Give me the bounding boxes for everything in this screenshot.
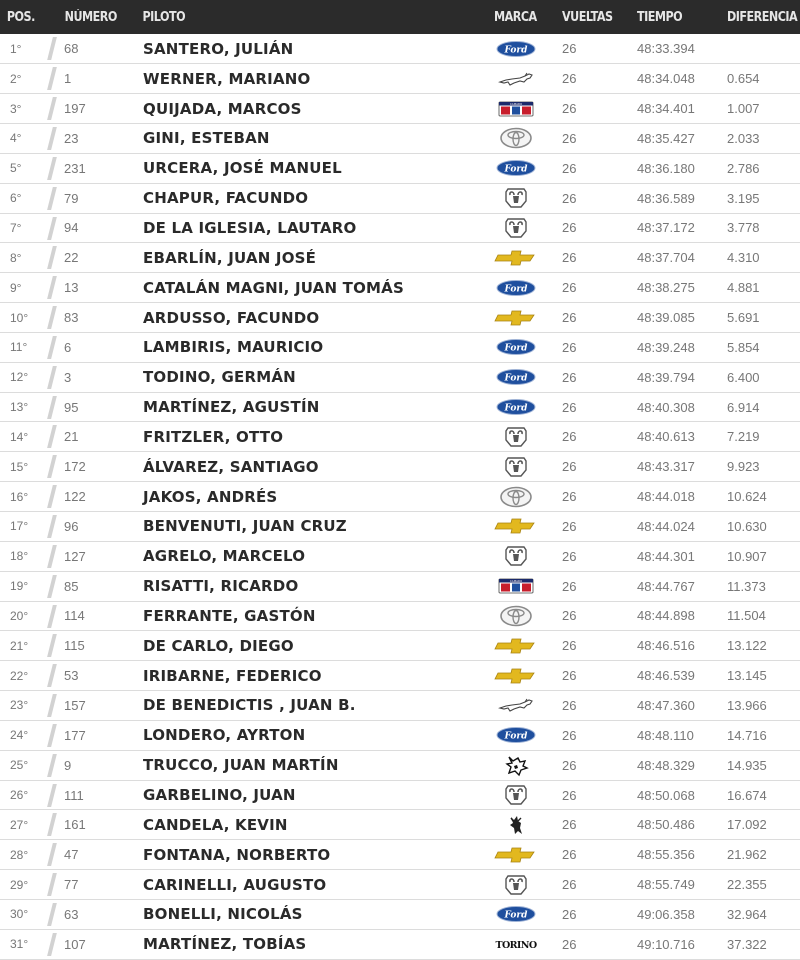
driver-name-cell: GARBELINO, JUAN (143, 786, 296, 805)
ford-logo (494, 396, 538, 418)
brand-cell (494, 452, 562, 482)
header-row (0, 0, 800, 34)
brand-cell (494, 273, 562, 303)
table-row[interactable] (0, 303, 800, 333)
table-row[interactable] (0, 720, 800, 750)
laps-cell: 26 (562, 41, 577, 57)
ram-logo (494, 874, 538, 896)
laps-cell: 26 (562, 489, 577, 505)
car-number-cell: 9 (64, 757, 72, 773)
torino-bull-logo (494, 814, 538, 836)
car-number-cell: 127 (64, 548, 86, 564)
brand-cell (494, 929, 562, 959)
table-row[interactable] (0, 452, 800, 482)
gap-cell: 4.881 (727, 280, 760, 296)
mustang-logo (494, 694, 538, 716)
table-row[interactable] (0, 691, 800, 721)
gap-cell: 5.691 (727, 310, 760, 326)
table-row[interactable] (0, 929, 800, 959)
torino-logo (494, 933, 538, 955)
car-number-cell: 53 (64, 668, 79, 684)
car-number-cell: 13 (64, 280, 79, 296)
position-cell: 30° (0, 899, 56, 929)
gap-cell: 11.504 (727, 608, 766, 624)
car-number-cell: 1 (64, 71, 72, 87)
position-cell: 16° (0, 482, 56, 512)
gap-cell (727, 34, 800, 64)
time-cell: 48:39.248 (637, 339, 695, 355)
table-row[interactable] (0, 34, 800, 64)
laps-cell: 26 (562, 369, 577, 385)
gap-cell: 5.854 (727, 339, 760, 355)
car-number-cell: 3 (64, 369, 72, 385)
camaro-logo (494, 98, 538, 120)
time-cell: 48:36.180 (637, 160, 695, 176)
position-cell: 8° (0, 243, 56, 273)
table-row[interactable] (0, 810, 800, 840)
gap-cell: 17.092 (727, 817, 767, 833)
laps-cell: 26 (562, 459, 577, 475)
gap-cell: 9.923 (727, 459, 760, 475)
gap-cell: 10.630 (727, 518, 767, 534)
time-cell: 48:43.317 (637, 459, 695, 475)
position-cell: 17° (0, 512, 56, 542)
car-number-cell: 77 (64, 877, 79, 893)
time-cell: 48:39.794 (637, 369, 695, 385)
table-row[interactable] (0, 750, 800, 780)
laps-cell: 26 (562, 250, 577, 266)
time-cell: 48:44.018 (637, 489, 695, 505)
svg-text:Ford: Ford (504, 373, 528, 384)
driver-name-cell: MARTÍNEZ, TOBÍAS (143, 935, 307, 954)
brand-cell (494, 392, 562, 422)
car-number-cell: 114 (64, 608, 85, 624)
hellcat-logo (494, 754, 538, 776)
position-cell: 25° (0, 750, 56, 780)
gap-cell: 4.310 (727, 250, 760, 266)
time-cell: 48:44.898 (637, 608, 695, 624)
ram-logo (494, 784, 538, 806)
brand-cell (494, 124, 562, 154)
driver-name-cell: TRUCCO, JUAN MARTÍN (143, 756, 339, 775)
car-number-cell: 95 (64, 399, 79, 415)
gap-cell: 32.964 (727, 906, 767, 922)
header-piloto[interactable]: PILOTO (142, 9, 186, 25)
driver-name-cell: RISATTI, RICARDO (143, 577, 299, 596)
laps-cell: 26 (562, 936, 577, 952)
gap-cell: 14.716 (727, 727, 767, 743)
laps-cell: 26 (562, 101, 577, 117)
table-row[interactable] (0, 840, 800, 870)
table-row[interactable] (0, 601, 800, 631)
time-cell: 48:38.275 (637, 280, 695, 296)
header-marca[interactable]: MARCA (494, 9, 537, 25)
brand-cell (494, 780, 562, 810)
gap-cell: 11.373 (727, 578, 766, 594)
laps-cell: 26 (562, 190, 577, 206)
time-cell: 48:40.308 (637, 399, 695, 415)
time-cell: 48:39.085 (637, 310, 695, 326)
brand-cell (494, 571, 562, 601)
time-cell: 48:34.401 (637, 101, 695, 117)
brand-cell (494, 34, 562, 64)
position-cell: 28° (0, 840, 56, 870)
table-row[interactable] (0, 899, 800, 929)
position-cell: 10° (0, 303, 56, 333)
table-row[interactable] (0, 362, 800, 392)
laps-cell: 26 (562, 130, 577, 146)
laps-cell: 26 (562, 310, 577, 326)
car-number-cell: 94 (64, 220, 79, 236)
table-row[interactable] (0, 422, 800, 452)
table-row[interactable] (0, 482, 800, 512)
table-row[interactable] (0, 183, 800, 213)
driver-name-cell: FONTANA, NORBERTO (143, 845, 331, 864)
brand-cell (494, 332, 562, 362)
laps-cell: 26 (562, 280, 577, 296)
car-number-cell: 96 (64, 518, 79, 534)
position-cell: 23° (0, 691, 56, 721)
car-number-cell: 6 (64, 339, 72, 355)
position-cell: 15° (0, 452, 56, 482)
table-row[interactable] (0, 631, 800, 661)
driver-name-cell: ARDUSSO, FACUNDO (143, 308, 320, 327)
position-cell: 29° (0, 870, 56, 900)
svg-text:Ford: Ford (504, 164, 528, 175)
gap-cell: 3.778 (727, 220, 760, 236)
driver-name-cell: AGRELO, MARCELO (143, 547, 306, 566)
brand-cell (494, 870, 562, 900)
laps-cell: 26 (562, 668, 577, 684)
svg-text:Ford: Ford (504, 343, 528, 354)
time-cell: 49:06.358 (637, 906, 695, 922)
gap-cell: 13.966 (727, 697, 767, 713)
brand-cell (494, 631, 562, 661)
driver-name-cell: CARINELLI, AUGUSTO (143, 875, 327, 894)
table-row[interactable] (0, 243, 800, 273)
gap-cell: 7.219 (727, 429, 760, 445)
position-cell: 2° (0, 64, 56, 94)
laps-cell: 26 (562, 399, 577, 415)
brand-cell (494, 243, 562, 273)
car-number-cell: 107 (64, 936, 86, 952)
brand-cell (494, 362, 562, 392)
car-number-cell: 197 (64, 101, 86, 117)
svg-text:Ford: Ford (504, 403, 528, 414)
brand-cell (494, 899, 562, 929)
position-cell: 31° (0, 929, 56, 959)
time-cell: 48:46.516 (637, 638, 695, 654)
header-numero[interactable]: NÚMERO (64, 9, 117, 25)
time-cell: 48:37.172 (637, 220, 695, 236)
driver-name-cell: URCERA, JOSÉ MANUEL (143, 159, 342, 178)
gap-cell: 1.007 (727, 101, 760, 117)
table-row[interactable] (0, 870, 800, 900)
table-row[interactable] (0, 124, 800, 154)
driver-name-cell: IRIBARNE, FEDERICO (143, 666, 322, 685)
table-row[interactable] (0, 661, 800, 691)
toyota-logo (494, 486, 538, 508)
svg-text:Ford: Ford (504, 45, 528, 56)
svg-text:Ford: Ford (504, 731, 528, 742)
time-cell: 48:40.613 (637, 429, 695, 445)
car-number-cell: 21 (64, 429, 79, 445)
gap-cell: 22.355 (727, 877, 767, 893)
table-row[interactable] (0, 64, 800, 94)
position-cell: 26° (0, 780, 56, 810)
laps-cell: 26 (562, 638, 577, 654)
table-row[interactable] (0, 780, 800, 810)
header-tiempo[interactable]: TIEMPO (637, 9, 683, 25)
brand-cell (494, 153, 562, 183)
laps-cell: 26 (562, 71, 577, 87)
brand-cell (494, 720, 562, 750)
laps-cell: 26 (562, 548, 577, 564)
time-cell: 48:46.539 (637, 668, 695, 684)
position-cell: 22° (0, 661, 56, 691)
brand-cell (494, 213, 562, 243)
driver-name-cell: BENVENUTI, JUAN CRUZ (143, 517, 347, 536)
time-cell: 48:35.427 (637, 130, 695, 146)
laps-cell: 26 (562, 339, 577, 355)
brand-cell (494, 183, 562, 213)
laps-cell: 26 (562, 757, 577, 773)
car-number-cell: 83 (64, 310, 79, 326)
gap-cell: 0.654 (727, 71, 760, 87)
laps-cell: 26 (562, 160, 577, 176)
position-cell: 24° (0, 720, 56, 750)
time-cell: 48:48.329 (637, 757, 695, 773)
laps-cell: 26 (562, 847, 577, 863)
header-vueltas[interactable]: VUELTAS (562, 9, 613, 25)
driver-name-cell: GINI, ESTEBAN (143, 129, 270, 148)
gap-cell: 13.145 (727, 668, 767, 684)
car-number-cell: 161 (64, 817, 86, 833)
table-row[interactable] (0, 512, 800, 542)
time-cell: 48:44.301 (637, 548, 695, 564)
camaro-logo (494, 575, 538, 597)
chevrolet-logo (494, 307, 538, 329)
time-cell: 48:50.068 (637, 787, 695, 803)
table-row[interactable] (0, 153, 800, 183)
svg-text:Ford: Ford (504, 910, 528, 921)
ram-logo (494, 456, 538, 478)
driver-name-cell: CANDELA, KEVIN (143, 815, 288, 834)
mustang-logo (494, 68, 538, 90)
driver-name-cell: JAKOS, ANDRÉS (143, 487, 278, 506)
laps-cell: 26 (562, 787, 577, 803)
brand-cell (494, 840, 562, 870)
header-diferencia[interactable]: DIFERENCIA (727, 9, 798, 25)
driver-name-cell: TODINO, GERMÁN (143, 368, 296, 387)
time-cell: 48:55.356 (637, 847, 695, 863)
ford-logo (494, 157, 538, 179)
time-cell: 48:36.589 (637, 190, 695, 206)
gap-cell: 37.322 (727, 936, 767, 952)
chevrolet-logo (494, 844, 538, 866)
car-number-cell: 111 (64, 787, 84, 803)
ford-logo (494, 366, 538, 388)
brand-cell (494, 482, 562, 512)
chevrolet-logo (494, 515, 538, 537)
svg-text:Ford: Ford (504, 284, 528, 295)
position-cell: 18° (0, 541, 56, 571)
table-row[interactable] (0, 332, 800, 362)
position-cell: 21° (0, 631, 56, 661)
header-pos[interactable]: POS. (6, 9, 35, 25)
table-row[interactable] (0, 571, 800, 601)
time-cell: 48:50.486 (637, 817, 695, 833)
ford-logo (494, 903, 538, 925)
position-cell: 13° (0, 392, 56, 422)
car-number-cell: 47 (64, 847, 79, 863)
laps-cell: 26 (562, 518, 577, 534)
brand-cell (494, 810, 562, 840)
driver-name-cell: SANTERO, JULIÁN (143, 39, 294, 58)
svg-text:CAMARO: CAMARO (509, 101, 523, 106)
position-cell: 5° (0, 153, 56, 183)
car-number-cell: 157 (64, 697, 86, 713)
brand-cell (494, 303, 562, 333)
driver-name-cell: MARTÍNEZ, AGUSTÍN (143, 398, 320, 417)
position-cell: 9° (0, 273, 56, 303)
driver-name-cell: DE BENEDICTIS , JUAN B. (143, 696, 356, 715)
gap-cell: 6.400 (727, 369, 760, 385)
ford-logo (494, 336, 538, 358)
time-cell: 48:37.704 (637, 250, 695, 266)
laps-cell: 26 (562, 727, 577, 743)
position-cell: 14° (0, 422, 56, 452)
chevrolet-logo (494, 665, 538, 687)
laps-cell: 26 (562, 578, 577, 594)
table-row[interactable] (0, 213, 800, 243)
position-cell: 12° (0, 362, 56, 392)
ram-logo (494, 187, 538, 209)
car-number-cell: 79 (64, 190, 79, 206)
car-number-cell: 22 (64, 250, 79, 266)
car-number-cell: 23 (64, 130, 79, 146)
driver-name-cell: DE CARLO, DIEGO (143, 636, 294, 655)
toyota-logo (494, 127, 538, 149)
brand-cell (494, 601, 562, 631)
ford-logo (494, 724, 538, 746)
car-number-cell: 68 (64, 41, 79, 57)
time-cell: 48:44.767 (637, 578, 695, 594)
laps-cell: 26 (562, 429, 577, 445)
ram-logo (494, 426, 538, 448)
table-row[interactable] (0, 273, 800, 303)
gap-cell: 16.674 (727, 787, 767, 803)
position-cell: 4° (0, 124, 56, 154)
driver-name-cell: EBARLÍN, JUAN JOSÉ (143, 248, 317, 267)
laps-cell: 26 (562, 817, 577, 833)
gap-cell: 2.786 (727, 160, 760, 176)
time-cell: 48:44.024 (637, 518, 695, 534)
laps-cell: 26 (562, 906, 577, 922)
driver-name-cell: ÁLVAREZ, SANTIAGO (143, 457, 319, 476)
position-cell: 19° (0, 571, 56, 601)
driver-name-cell: FRITZLER, OTTO (143, 427, 284, 446)
driver-name-cell: LAMBIRIS, MAURICIO (143, 338, 324, 357)
driver-name-cell: DE LA IGLESIA, LAUTARO (143, 218, 357, 237)
position-cell: 6° (0, 183, 56, 213)
car-number-cell: 122 (64, 489, 86, 505)
brand-cell (494, 512, 562, 542)
gap-cell: 6.914 (727, 399, 760, 415)
brand-cell (494, 750, 562, 780)
driver-name-cell: WERNER, MARIANO (143, 69, 311, 88)
time-cell: 48:34.048 (637, 71, 695, 87)
gap-cell: 13.122 (727, 638, 767, 654)
laps-cell: 26 (562, 220, 577, 236)
brand-cell (494, 94, 562, 124)
brand-cell (494, 64, 562, 94)
driver-name-cell: FERRANTE, GASTÓN (143, 606, 316, 625)
chevrolet-logo (494, 247, 538, 269)
driver-name-cell: QUIJADA, MARCOS (143, 99, 302, 118)
svg-text:TORINO: TORINO (495, 940, 537, 952)
brand-cell (494, 661, 562, 691)
table-row[interactable] (0, 392, 800, 422)
gap-cell: 21.962 (727, 847, 767, 863)
car-number-cell: 231 (64, 160, 86, 176)
position-cell: 7° (0, 213, 56, 243)
ford-logo (494, 38, 538, 60)
laps-cell: 26 (562, 608, 577, 624)
car-number-cell: 177 (64, 727, 86, 743)
time-cell: 48:55.749 (637, 877, 695, 893)
time-cell: 49:10.716 (637, 936, 695, 952)
position-cell: 20° (0, 601, 56, 631)
driver-name-cell: LONDERO, AYRTON (143, 726, 306, 745)
gap-cell: 2.033 (727, 130, 760, 146)
driver-name-cell: CHAPUR, FACUNDO (143, 189, 309, 208)
chevrolet-logo (494, 635, 538, 657)
time-cell: 48:47.360 (637, 697, 695, 713)
ram-logo (494, 545, 538, 567)
table-row[interactable] (0, 541, 800, 571)
laps-cell: 26 (562, 877, 577, 893)
ram-logo (494, 217, 538, 239)
position-cell: 11° (0, 332, 56, 362)
time-cell: 48:33.394 (637, 41, 695, 57)
driver-name-cell: CATALÁN MAGNI, JUAN TOMÁS (143, 278, 404, 297)
gap-cell: 10.624 (727, 489, 767, 505)
time-cell: 48:48.110 (637, 727, 694, 743)
gap-cell: 14.935 (727, 757, 767, 773)
toyota-logo (494, 605, 538, 627)
brand-cell (494, 422, 562, 452)
gap-cell: 3.195 (727, 190, 760, 206)
car-number-cell: 172 (64, 459, 86, 475)
table-row[interactable] (0, 94, 800, 124)
car-number-cell: 85 (64, 578, 79, 594)
car-number-cell: 115 (64, 638, 85, 654)
position-cell: 27° (0, 810, 56, 840)
position-cell: 1° (0, 34, 56, 64)
laps-cell: 26 (562, 697, 577, 713)
brand-cell (494, 691, 562, 721)
svg-text:CAMARO: CAMARO (509, 578, 523, 583)
car-number-cell: 63 (64, 906, 79, 922)
ford-logo (494, 277, 538, 299)
brand-cell (494, 541, 562, 571)
driver-name-cell: BONELLI, NICOLÁS (143, 905, 303, 924)
position-cell: 3° (0, 94, 56, 124)
gap-cell: 10.907 (727, 548, 767, 564)
